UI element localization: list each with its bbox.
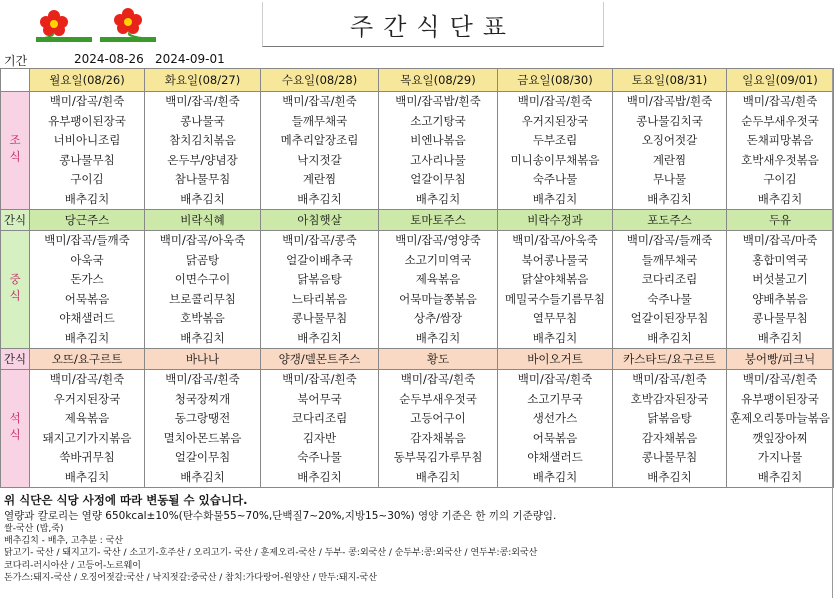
- menu-item: 청국장찌개: [174, 391, 231, 406]
- menu-item: 콩나물무침: [59, 152, 115, 167]
- menu-item: 홍합미역국: [752, 252, 808, 267]
- menu-item: 메추리알장조림: [280, 133, 359, 147]
- dinner-cell: [613, 370, 727, 488]
- menu-item: 버섯불고기: [752, 272, 808, 286]
- menu-item: 백미/잡곡밥/흰죽: [395, 94, 481, 108]
- menu-item: 소고기탕국: [410, 113, 466, 128]
- period-start: 2024-08-26: [74, 52, 144, 66]
- day-header: 화요일(08/27): [145, 69, 261, 92]
- menu-item: 배추김치: [532, 469, 578, 484]
- menu-item: 계란찜: [302, 172, 337, 186]
- day-header: 월요일(08/26): [30, 69, 145, 92]
- menu-item: 돈채피망볶음: [746, 133, 814, 147]
- menu-item: 동그랑땡전: [174, 411, 231, 425]
- menu-item: 백미/잡곡/영양죽: [395, 233, 481, 247]
- dinner-cell: [145, 370, 261, 488]
- dinner-cell: [379, 370, 498, 488]
- snack-cell: 카스타드/요구르트: [613, 349, 727, 370]
- menu-item: 배추김치: [757, 469, 803, 484]
- menu-item: 멸치아몬드볶음: [163, 430, 242, 445]
- snack-cell: 바이오거트: [498, 349, 613, 370]
- menu-item: 배추김치: [647, 191, 692, 206]
- menu-item: 백미/잡곡/마죽: [742, 233, 818, 247]
- menu-item: 온두부/양념장: [167, 152, 238, 167]
- menu-item: 유부팽이된장국: [48, 113, 126, 128]
- menu-item: 동부묵김가루무침: [393, 450, 483, 464]
- menu-item: 배추김치: [415, 469, 461, 484]
- breakfast-row: [1, 92, 834, 210]
- menu-item: 오징어젓갈: [641, 133, 698, 147]
- menu-item: 배추김치: [297, 330, 342, 345]
- menu-item: 숙주나물: [297, 450, 342, 464]
- menu-item: 제육볶음: [64, 411, 110, 425]
- breakfast-label: 조식: [1, 92, 30, 210]
- menu-item: 배추김치: [180, 330, 225, 345]
- menu-item: 숙주나물: [532, 172, 578, 186]
- menu-item: 백미/잡곡/흰죽: [49, 372, 125, 386]
- menu-item: 김자반: [302, 430, 337, 445]
- menu-item: 배추김치: [415, 191, 461, 206]
- menu-item: 콩나물김치국: [636, 113, 703, 128]
- menu-item: 브로콜리무침: [169, 291, 236, 306]
- menu-item: 백미/잡곡/흰죽: [282, 372, 357, 386]
- menu-item: 구이김: [763, 172, 797, 186]
- menu-item: 야채샐러드: [59, 311, 115, 325]
- menu-item: 백미/잡곡/흰죽: [49, 94, 125, 108]
- menu-item: 감자채볶음: [641, 430, 698, 445]
- breakfast-cell: [30, 92, 145, 210]
- snack-cell: 당근주스: [30, 210, 145, 231]
- menu-item: 호박새우젓볶음: [741, 152, 819, 167]
- menu-item: 배추김치: [180, 469, 225, 484]
- lunch-cell: [30, 231, 145, 349]
- menu-item: 북어무국: [297, 391, 342, 406]
- period-label: 기간: [4, 54, 28, 68]
- menu-item: 고등어구이: [410, 411, 466, 425]
- menu-item: 백미/잡곡/콩죽: [282, 233, 357, 247]
- menu-item: 얼갈이배추국: [286, 252, 353, 267]
- menu-item: 백미/잡곡/흰죽: [400, 372, 476, 386]
- origin-note: 쌀-국산 (밥,죽): [4, 524, 64, 534]
- dinner-cell: [30, 370, 145, 488]
- menu-item: 생선가스: [532, 411, 578, 425]
- menu-item: 배추김치: [180, 191, 225, 206]
- menu-item: 배추김치: [64, 330, 110, 345]
- breakfast-cell: [379, 92, 498, 210]
- snack-cell: 아침햇살: [261, 210, 379, 231]
- snack-cell: 토마토주스: [379, 210, 498, 231]
- menu-item: 백미/잡곡/흰죽: [282, 94, 357, 108]
- breakfast-cell: [613, 92, 727, 210]
- lunch-cell: [727, 231, 834, 349]
- menu-item: 콩나물무침: [291, 311, 348, 325]
- menu-item: 배추김치: [647, 330, 692, 345]
- menu-item: 얼갈이된장무침: [630, 311, 709, 325]
- menu-item: 느타리볶음: [291, 291, 348, 306]
- day-header: 목요일(08/29): [379, 69, 498, 92]
- menu-item: 양배추볶음: [752, 291, 808, 306]
- dinner-row: [1, 370, 834, 488]
- menu-item: 얼갈이무침: [410, 172, 466, 186]
- menu-item: 우거지된장국: [53, 391, 121, 406]
- snack-cell: 황도: [379, 349, 498, 370]
- menu-item: 돈가스: [70, 272, 104, 286]
- dinner-label: 석식: [1, 370, 30, 488]
- menu-item: 백미/잡곡/흰죽: [165, 94, 240, 108]
- day-header-row: [1, 69, 834, 92]
- menu-item: 야채샐러드: [527, 450, 583, 464]
- menu-item: 구이김: [70, 172, 104, 186]
- dinner-cell: [727, 370, 834, 488]
- menu-item: 상추/쌈장: [413, 311, 463, 325]
- menu-item: 백미/잡곡/아욱죽: [159, 233, 246, 247]
- menu-item: 고사리나물: [410, 152, 466, 167]
- menu-item: 배추김치: [415, 330, 461, 345]
- menu-item: 닭살야채볶음: [521, 272, 589, 286]
- snack-cell: 포도주스: [613, 210, 727, 231]
- calorie-note: 열량과 칼로리는 열량 650kcal±10%(탄수화물55~70%,단백질7~20%,지방15~30%) 영양 기준은 한 끼의 기준량임.: [4, 510, 557, 522]
- lunch-label: 중식: [1, 231, 30, 349]
- menu-table: [0, 68, 834, 488]
- menu-item: 두부조림: [532, 133, 578, 147]
- menu-item: 백미/잡곡/들깨죽: [44, 233, 130, 247]
- menu-item: 감자채볶음: [410, 430, 466, 445]
- origin-note: 돈가스:돼지-국산 / 오징어젓갈:국산 / 낙지젓갈:중국산 / 참치:가다랑어-원양산 / 만두:돼지-국산: [4, 572, 377, 583]
- menu-item: 배추김치: [532, 191, 578, 206]
- menu-item: 낙지젓갈: [297, 152, 342, 167]
- table-corner: [1, 69, 30, 92]
- menu-item: 참치김치볶음: [169, 133, 236, 147]
- menu-item: 콩나물무침: [641, 450, 698, 464]
- snack1-label: 간식: [1, 210, 30, 231]
- menu-item: 돼지고기가지볶음: [42, 430, 132, 445]
- menu-item: 배추김치: [297, 469, 342, 484]
- lunch-cell: [145, 231, 261, 349]
- dinner-cell: [498, 370, 613, 488]
- menu-item: 소고기무국: [527, 391, 583, 406]
- menu-item: 백미/잡곡/아욱죽: [512, 233, 598, 247]
- menu-item: 배추김치: [757, 330, 803, 345]
- menu-item: 배추김치: [647, 469, 692, 484]
- menu-item: 호박감자된장국: [630, 391, 709, 406]
- page-header: [0, 0, 835, 50]
- menu-item: 코다리조림: [291, 411, 348, 425]
- menu-item: 배추김치: [64, 191, 110, 206]
- menu-item: 너비아니조림: [53, 133, 121, 147]
- snack-cell: 양갱/델몬트주스: [261, 349, 379, 370]
- menu-item: 얼갈이무침: [174, 450, 231, 464]
- menu-item: 닭곰탕: [185, 252, 220, 267]
- day-header: 토요일(08/31): [613, 69, 727, 92]
- snack1-row: [1, 210, 834, 231]
- menu-item: 들깨무채국: [291, 113, 348, 128]
- menu-item: 순두부새우젓국: [399, 391, 477, 406]
- snack-cell: 비락식혜: [145, 210, 261, 231]
- breakfast-cell: [261, 92, 379, 210]
- menu-item: 어묵마늘쫑볶음: [399, 291, 477, 306]
- menu-item: 닭볶음탕: [297, 272, 342, 286]
- menu-item: 깻잎장아찌: [752, 430, 808, 445]
- origin-note: 닭고기- 국산 / 돼지고기- 국산 / 소고기-호주산 / 오리고기- 국산 / 훈제오리-국산 / 두부- 콩:외국산 / 순두부:콩:외국산 / 연두부:콩:외국산: [4, 548, 538, 559]
- menu-item: 백미/잡곡/흰죽: [517, 94, 593, 108]
- change-notice: 위 식단은 식당 사정에 따라 변동될 수 있습니다.: [4, 493, 248, 507]
- menu-item: 콩나물무침: [752, 311, 808, 325]
- snack-cell: 두유: [727, 210, 834, 231]
- page-title: 주간식단표: [350, 12, 516, 41]
- menu-item: 코다리조림: [641, 272, 698, 286]
- day-header: 금요일(08/30): [498, 69, 613, 92]
- breakfast-cell: [498, 92, 613, 210]
- flower-icon: [98, 4, 158, 44]
- menu-item: 열무무침: [532, 311, 578, 325]
- menu-item: 무나물: [652, 172, 687, 186]
- menu-item: 들깨무채국: [641, 252, 698, 267]
- origin-note: 배추김치 - 배추, 고추분 : 국산: [4, 536, 124, 547]
- menu-item: 어묵볶음: [64, 291, 110, 306]
- notes-section: [4, 492, 832, 584]
- menu-item: 백미/잡곡/흰죽: [742, 372, 818, 386]
- menu-item: 계란찜: [652, 152, 687, 167]
- lunch-row: [1, 231, 834, 349]
- snack-cell: 오뜨/요구르트: [30, 349, 145, 370]
- menu-item: 백미/잡곡/흰죽: [517, 372, 593, 386]
- menu-item: 이면수구이: [174, 272, 231, 286]
- menu-item: 북어콩나물국: [521, 252, 589, 267]
- flower-icon: [34, 4, 94, 44]
- snack-cell: 바나나: [145, 349, 261, 370]
- menu-item: 숙주나물: [647, 291, 692, 306]
- menu-item: 참나물무침: [174, 172, 231, 186]
- snack-cell: 비락수정과: [498, 210, 613, 231]
- breakfast-cell: [145, 92, 261, 210]
- menu-item: 어묵볶음: [532, 430, 578, 445]
- right-border-divider: [832, 68, 833, 598]
- lunch-cell: [498, 231, 613, 349]
- menu-item: 백미/잡곡/흰죽: [165, 372, 240, 386]
- period-end: 2024-09-01: [155, 52, 225, 66]
- menu-item: 백미/잡곡밥/흰죽: [626, 94, 713, 108]
- lunch-cell: [379, 231, 498, 349]
- day-header: 수요일(08/28): [261, 69, 379, 92]
- menu-item: 가지나물: [757, 450, 803, 464]
- menu-item: 순두부새우젓국: [741, 113, 819, 128]
- dinner-cell: [261, 370, 379, 488]
- menu-item: 백미/잡곡/흰죽: [742, 94, 818, 108]
- menu-item: 배추김치: [532, 330, 578, 345]
- menu-item: 아욱국: [70, 252, 104, 267]
- origin-note: 코다리-러시아산 / 고등어-노르웨이: [4, 560, 141, 571]
- title-box: [262, 2, 604, 47]
- day-header: 일요일(09/01): [727, 69, 834, 92]
- menu-item: 미니송이무채볶음: [510, 152, 600, 167]
- menu-item: 백미/잡곡/들깨죽: [626, 233, 713, 247]
- menu-item: 비엔나볶음: [410, 133, 466, 147]
- menu-item: 닭볶음탕: [647, 411, 692, 425]
- menu-item: 쑥바귀무침: [59, 450, 115, 464]
- breakfast-cell: [727, 92, 834, 210]
- snack2-label: 간식: [1, 349, 30, 370]
- menu-item: 콩나물국: [180, 113, 225, 128]
- snack2-row: [1, 349, 834, 370]
- menu-item: 배추김치: [757, 191, 803, 206]
- menu-item: 백미/잡곡/흰죽: [632, 372, 707, 386]
- menu-item: 훈제오리통마늘볶음: [730, 411, 830, 425]
- menu-item: 배추김치: [297, 191, 342, 206]
- snack-cell: 붕어빵/피크닉: [727, 349, 834, 370]
- lunch-cell: [261, 231, 379, 349]
- lunch-cell: [613, 231, 727, 349]
- menu-item: 우거지된장국: [521, 113, 589, 128]
- menu-item: 유부팽이된장국: [741, 391, 819, 406]
- menu-item: 배추김치: [64, 469, 110, 484]
- menu-item: 소고기미역국: [404, 252, 472, 267]
- menu-item: 제육볶음: [415, 272, 461, 286]
- menu-item: 메밀국수들기름무침: [505, 291, 605, 306]
- menu-item: 호박볶음: [180, 311, 225, 325]
